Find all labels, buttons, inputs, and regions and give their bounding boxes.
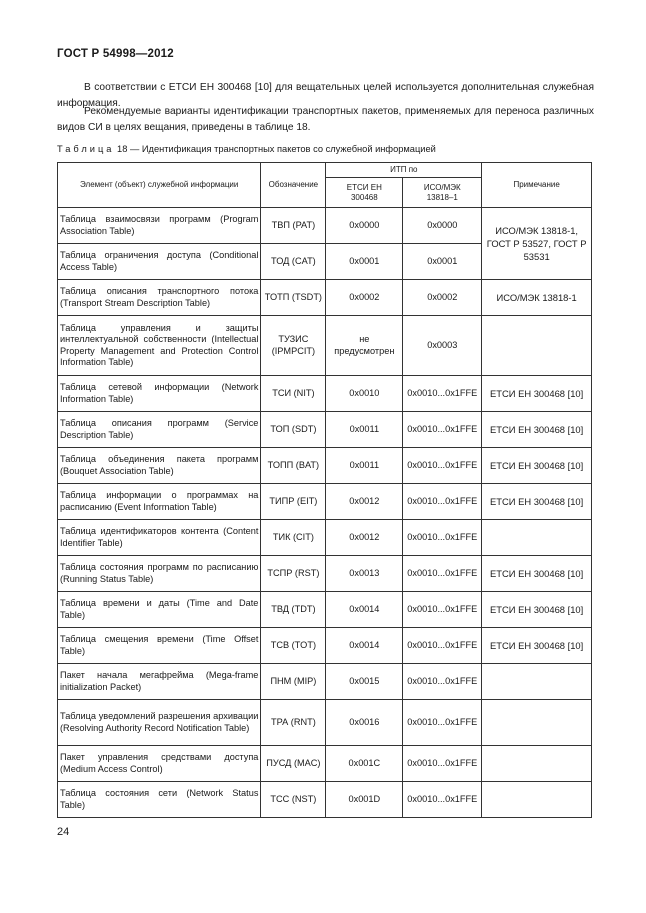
cell-note: ЕТСИ ЕН 300468 [10] [482,556,592,592]
paragraph-1: В соответствии с ЕТСИ ЕН 300468 [10] для вещательных целей используется дополнительная служебная информация. [57,82,594,109]
document-header: ГОСТ Р 54998—2012 [57,48,174,60]
table-row [58,376,592,412]
cell-etsi-pid: 0x0014 [326,628,403,664]
cell-element-name: Таблица состояния программ по расписанию (Running Status Table) [58,556,261,592]
cell-designation: ТСИ (NIT) [261,376,326,412]
cell-element-name: Таблица описания транспортного потока (Transport Stream Description Table) [58,280,261,316]
cell-designation: ПНМ (MIP) [261,664,326,700]
cell-iso-pid: 0x0010...0x1FFE [403,376,482,412]
cell-etsi-pid: 0x0011 [326,412,403,448]
cell-note: ЕТСИ ЕН 300468 [10] [482,448,592,484]
table-row [58,484,592,520]
cell-element-name: Таблица уведомлений разрешения архивации (Resolving Authority Record Notification Table) [58,700,261,746]
cell-etsi-pid: 0x0001 [326,244,403,280]
cell-element-name: Таблица взаимосвязи программ (Program Association Table) [58,208,261,244]
header-iso: ИСО/МЭК 13818–1 [403,178,482,208]
table-caption-label: Таблица [57,144,115,154]
cell-iso-pid: 0x0010...0x1FFE [403,520,482,556]
table-row [58,556,592,592]
cell-iso-pid: 0x0010...0x1FFE [403,700,482,746]
cell-element-name: Таблица сетевой информации (Network Information Table) [58,376,261,412]
cell-iso-pid: 0x0010...0x1FFE [403,592,482,628]
table-row [58,664,592,700]
paragraph-2: Рекомендуемые варианты идентификации транспортных пакетов, применяемых для переноса различных видов СИ в целях вещания, приведены в таблице 18. [57,106,594,133]
cell-iso-pid: 0x0010...0x1FFE [403,412,482,448]
header-etsi: ЕТСИ ЕН 300468 [326,178,403,208]
table-body [58,208,592,818]
table-caption [57,144,436,154]
cell-designation: ТОП (SDT) [261,412,326,448]
cell-note: ЕТСИ ЕН 300468 [10] [482,376,592,412]
cell-etsi-pid: 0x0012 [326,520,403,556]
cell-iso-pid: 0x0003 [403,316,482,376]
cell-note [482,782,592,818]
cell-note [482,746,592,782]
cell-element-name: Таблица состояния сети (Network Status Table) [58,782,261,818]
page-number: 24 [57,826,70,838]
cell-designation: ТОТП (TSDT) [261,280,326,316]
cell-designation: ТВП (PAT) [261,208,326,244]
cell-element-name: Пакет управления средствами доступа (Medium Access Control) [58,746,261,782]
cell-element-name: Таблица объединения пакета программ (Bouquet Association Table) [58,448,261,484]
table-caption-text: 18 — Идентификация транспортных пакетов со служебной информацией [117,144,436,154]
cell-etsi-pid: 0x001D [326,782,403,818]
header-element: Элемент (объект) служебной информации [58,163,261,208]
table-row [58,280,592,316]
cell-iso-pid: 0x0000 [403,208,482,244]
cell-note: ЕТСИ ЕН 300468 [10] [482,592,592,628]
cell-etsi-pid: 0x0002 [326,280,403,316]
table-row [58,628,592,664]
table-row [58,520,592,556]
cell-iso-pid: 0x0010...0x1FFE [403,664,482,700]
cell-note [482,520,592,556]
table-row [58,700,592,746]
cell-designation: ТСПР (RST) [261,556,326,592]
cell-etsi-pid: 0x0016 [326,700,403,746]
cell-element-name: Таблица ограничения доступа (Conditional Access Table) [58,244,261,280]
cell-designation: ТСВ (TOT) [261,628,326,664]
cell-note [482,700,592,746]
cell-note [482,664,592,700]
table-row [58,746,592,782]
header-designation: Обозначение [261,163,326,208]
cell-element-name: Таблица времени и даты (Time and Date Table) [58,592,261,628]
cell-iso-pid: 0x0010...0x1FFE [403,628,482,664]
cell-designation: ТИПР (EIT) [261,484,326,520]
cell-etsi-pid: 0x0014 [326,592,403,628]
cell-element-name: Таблица информации о программах на расписанию (Event Information Table) [58,484,261,520]
cell-etsi-pid: 0x0011 [326,448,403,484]
cell-note: ИСО/МЭК 13818-1 [482,280,592,316]
cell-designation: ТВД (TDT) [261,592,326,628]
cell-etsi-pid: 0x0010 [326,376,403,412]
pid-table [57,162,592,818]
cell-etsi-pid: 0x0000 [326,208,403,244]
cell-element-name: Таблица управления и защиты интеллектуальной собственности (Intellectual Property Management and Protection Control Information Table) [58,316,261,376]
cell-designation: ТИК (CIT) [261,520,326,556]
cell-iso-pid: 0x0010...0x1FFE [403,782,482,818]
cell-iso-pid: 0x0001 [403,244,482,280]
cell-note: ЕТСИ ЕН 300468 [10] [482,484,592,520]
header-itp: ИТП по [326,163,482,178]
header-note: Примечание [482,163,592,208]
cell-etsi-pid: не предусмотрен [326,316,403,376]
cell-etsi-pid: 0x001C [326,746,403,782]
table-row [58,782,592,818]
cell-note: ЕТСИ ЕН 300468 [10] [482,628,592,664]
cell-designation: ТОПП (BAT) [261,448,326,484]
cell-element-name: Таблица смещения времени (Time Offset Table) [58,628,261,664]
table-row [58,412,592,448]
cell-element-name: Таблица идентификаторов контента (Content Identifier Table) [58,520,261,556]
cell-iso-pid: 0x0010...0x1FFE [403,448,482,484]
cell-note: ЕТСИ ЕН 300468 [10] [482,412,592,448]
cell-etsi-pid: 0x0013 [326,556,403,592]
table-row [58,208,592,244]
cell-designation: ТСС (NST) [261,782,326,818]
cell-iso-pid: 0x0010...0x1FFE [403,556,482,592]
cell-iso-pid: 0x0010...0x1FFE [403,484,482,520]
cell-etsi-pid: 0x0015 [326,664,403,700]
cell-iso-pid: 0x0002 [403,280,482,316]
cell-etsi-pid: 0x0012 [326,484,403,520]
cell-designation: ТУЗИС (IPMPCIT) [261,316,326,376]
cell-element-name: Пакет начала мегафрейма (Mega-frame initialization Packet) [58,664,261,700]
table-row [58,592,592,628]
cell-iso-pid: 0x0010...0x1FFE [403,746,482,782]
cell-note [482,316,592,376]
cell-designation: ПУСД (MAC) [261,746,326,782]
table-row [58,316,592,376]
table-row [58,448,592,484]
cell-designation: ТРА (RNT) [261,700,326,746]
cell-designation: ТОД (CAT) [261,244,326,280]
cell-note-merged: ИСО/МЭК 13818-1, ГОСТ Р 53527, ГОСТ Р 53531 [482,208,592,280]
cell-element-name: Таблица описания программ (Service Description Table) [58,412,261,448]
